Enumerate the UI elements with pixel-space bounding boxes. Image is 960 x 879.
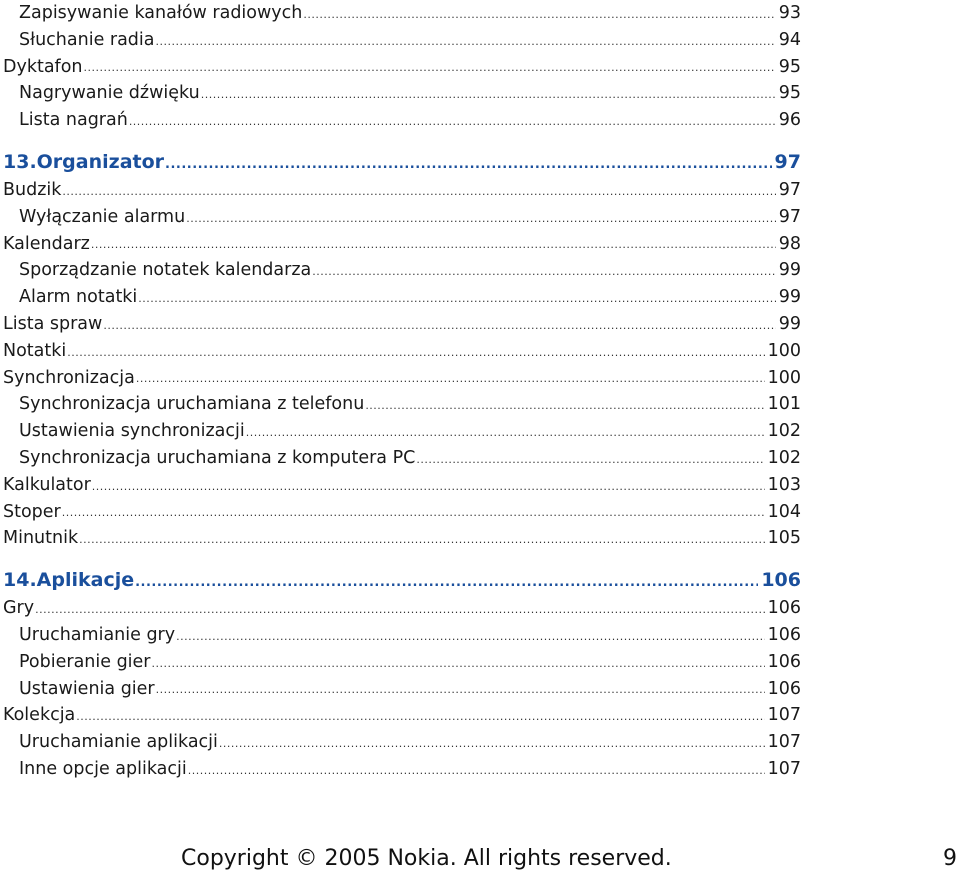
toc-entry-page: 97 xyxy=(774,150,801,173)
toc-entry[interactable] xyxy=(3,418,801,445)
dot-leader xyxy=(136,367,765,391)
toc-entry-page: 99 xyxy=(778,313,801,334)
toc-entry[interactable] xyxy=(3,107,801,134)
toc-entry[interactable] xyxy=(3,729,801,756)
toc-entry[interactable] xyxy=(3,365,801,392)
toc-entry-page: 94 xyxy=(778,29,801,50)
dot-leader xyxy=(219,732,765,756)
dot-leader xyxy=(186,207,776,231)
toc-entry[interactable] xyxy=(3,756,801,783)
dot-leader xyxy=(312,260,775,284)
dot-leader xyxy=(103,314,775,338)
toc-entry-title: Synchronizacja uruchamiana z komputera PC xyxy=(19,447,416,468)
toc-entry-page: 102 xyxy=(767,421,801,442)
toc-entry[interactable] xyxy=(3,0,801,27)
toc-entry-page: 106 xyxy=(767,678,801,699)
toc-entry-title: Budzik xyxy=(3,179,62,200)
dot-leader xyxy=(35,598,764,622)
toc-entry[interactable] xyxy=(3,391,801,418)
toc-entry-page: 99 xyxy=(778,260,801,281)
toc-entry[interactable] xyxy=(3,54,801,81)
toc-entry-page: 95 xyxy=(778,83,801,104)
toc-entry-title: Słuchanie radia xyxy=(19,29,155,50)
dot-leader xyxy=(201,83,776,107)
toc-entry-title: Notatki xyxy=(3,340,67,361)
toc-entry-page: 102 xyxy=(767,447,801,468)
toc-entry[interactable] xyxy=(3,80,801,107)
toc-entry-title: Wyłączanie alarmu xyxy=(19,206,186,227)
toc-entry[interactable] xyxy=(3,445,801,472)
toc-entry-title: Kolekcja xyxy=(3,705,76,726)
toc-entry[interactable] xyxy=(3,649,801,676)
toc-entry-title: Alarm notatki xyxy=(19,287,138,308)
toc-entry-title: 13.Organizator xyxy=(3,150,165,173)
toc-entry-page: 95 xyxy=(778,56,801,77)
toc-entry-title: Nagrywanie dźwięku xyxy=(19,83,200,104)
page-number: 9 xyxy=(943,846,957,871)
dot-leader xyxy=(138,287,775,311)
toc-entry-page: 103 xyxy=(767,474,801,495)
dot-leader xyxy=(129,110,776,134)
dot-leader xyxy=(303,3,775,27)
toc-entry-title: Sporządzanie notatek kalendarza xyxy=(19,260,312,281)
toc-entry-title: Uruchamianie gry xyxy=(19,624,176,645)
dot-leader xyxy=(165,153,772,177)
toc-entry[interactable] xyxy=(3,204,801,231)
toc-entry-page: 106 xyxy=(767,598,801,619)
dot-leader xyxy=(152,652,765,676)
copyright-notice: Copyright © 2005 Nokia. All rights reserved. xyxy=(181,846,672,871)
dot-leader xyxy=(76,705,764,729)
dot-leader xyxy=(176,625,764,649)
toc-chapter-entry[interactable] xyxy=(3,147,801,177)
toc-entry-page: 106 xyxy=(767,651,801,672)
toc-entry[interactable] xyxy=(3,622,801,649)
toc-entry[interactable] xyxy=(3,702,801,729)
toc-entry-page: 96 xyxy=(778,110,801,131)
toc-entry-page: 106 xyxy=(761,569,801,592)
toc-entry-page: 97 xyxy=(778,206,801,227)
toc-entry-title: Pobieranie gier xyxy=(19,651,151,672)
dot-leader xyxy=(246,421,765,445)
toc-chapter-entry[interactable] xyxy=(3,565,801,595)
dot-leader xyxy=(135,571,758,595)
toc-entry[interactable] xyxy=(3,338,801,365)
toc-entry-title: Uruchamianie aplikacji xyxy=(19,732,218,753)
toc-entry[interactable] xyxy=(3,595,801,622)
toc-entry-title: Gry xyxy=(3,598,35,619)
toc-entry-title: Ustawienia synchronizacji xyxy=(19,421,245,442)
toc-entry-title: Lista spraw xyxy=(3,313,103,334)
toc-entry-title: Synchronizacja uruchamiana z telefonu xyxy=(19,394,365,415)
toc-entry-page: 104 xyxy=(767,501,801,522)
toc-entry-title: 14.Aplikacje xyxy=(3,569,135,592)
toc-entry[interactable] xyxy=(3,676,801,703)
dot-leader xyxy=(62,501,765,525)
dot-leader xyxy=(62,180,775,204)
dot-leader xyxy=(188,759,765,783)
dot-leader xyxy=(79,528,765,552)
dot-leader xyxy=(91,233,776,257)
toc-entry-title: Synchronizacja xyxy=(3,367,135,388)
toc-entry-page: 106 xyxy=(767,624,801,645)
toc-entry-title: Lista nagrań xyxy=(19,110,128,131)
page-footer xyxy=(0,846,960,878)
toc-entry-title: Inne opcje aplikacji xyxy=(19,758,187,779)
toc-entry-page: 100 xyxy=(767,340,801,361)
toc-entry[interactable] xyxy=(3,177,801,204)
toc-entry-title: Minutnik xyxy=(3,528,79,549)
toc-entry-page: 100 xyxy=(767,367,801,388)
toc-entry-page: 99 xyxy=(778,287,801,308)
toc-entry-title: Kalkulator xyxy=(3,474,91,495)
dot-leader xyxy=(67,341,764,365)
dot-leader xyxy=(84,56,776,80)
toc-entry[interactable] xyxy=(3,525,801,552)
dot-leader xyxy=(365,394,764,418)
toc-entry-page: 107 xyxy=(767,705,801,726)
toc-entry-title: Stoper xyxy=(3,501,61,522)
dot-leader xyxy=(156,30,776,54)
dot-leader xyxy=(92,475,765,499)
toc-entry-page: 105 xyxy=(767,528,801,549)
dot-leader xyxy=(156,678,765,702)
toc-entry-title: Kalendarz xyxy=(3,233,90,254)
dot-leader xyxy=(416,448,764,472)
toc-entry[interactable] xyxy=(3,257,801,284)
toc-entry-title: Zapisywanie kanałów radiowych xyxy=(19,3,303,23)
toc-entry[interactable] xyxy=(3,231,801,258)
toc-entry-page: 97 xyxy=(778,179,801,200)
toc-entry-page: 107 xyxy=(767,732,801,753)
toc-entry[interactable] xyxy=(3,311,801,338)
toc-entry-page: 107 xyxy=(767,758,801,779)
toc-entry[interactable] xyxy=(3,284,801,311)
toc-entry-title: Ustawienia gier xyxy=(19,678,155,699)
toc-entry[interactable] xyxy=(3,499,801,526)
table-of-contents xyxy=(3,0,801,783)
toc-entry-page: 93 xyxy=(778,3,801,23)
toc-entry-page: 101 xyxy=(767,394,801,415)
toc-entry[interactable] xyxy=(3,27,801,54)
toc-entry-page: 98 xyxy=(778,233,801,254)
toc-entry-title: Dyktafon xyxy=(3,56,83,77)
toc-entry[interactable] xyxy=(3,472,801,499)
